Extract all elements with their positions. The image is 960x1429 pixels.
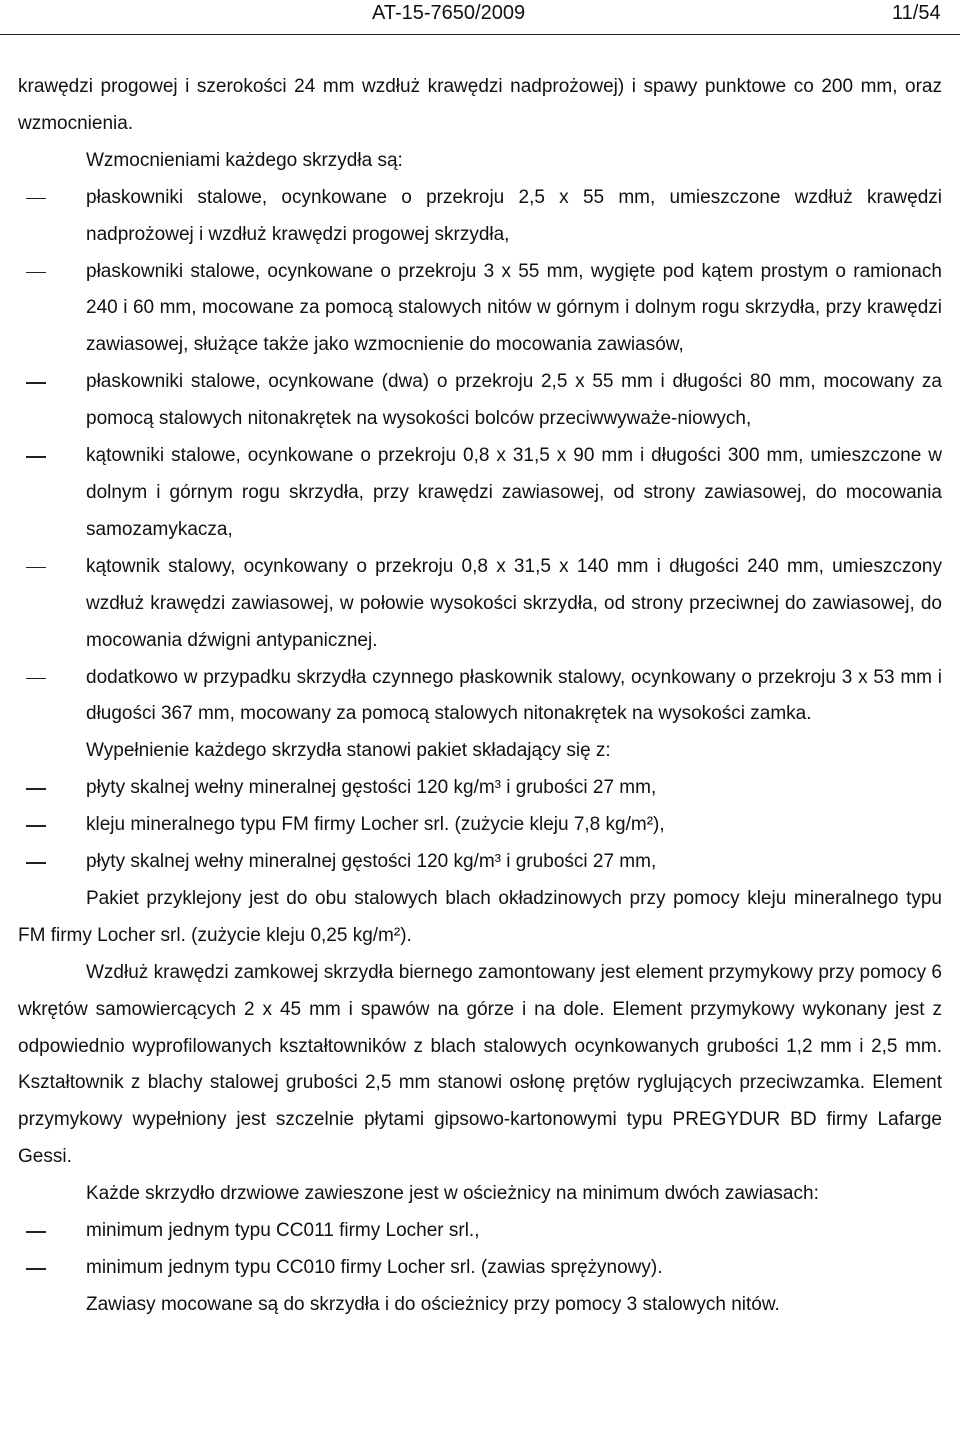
list-item	[18, 180, 942, 254]
dash-bullet-icon	[26, 382, 46, 384]
list-item-text: płaskowniki stalowe, ocynkowane o przekroju 2,5 x 55 mm, umieszczone wzdłuż krawędzi nadprożowej i wzdłuż krawędzi progowej skrzydła,	[86, 186, 942, 245]
list-item	[18, 844, 942, 881]
paragraph-intro: krawędzi progowej i szerokości 24 mm wzdłuż krawędzi nadprożowej) i spawy punktowe co 200 mm, oraz wzmocnienia.	[18, 76, 942, 134]
list-item	[18, 1213, 942, 1250]
list-item-text: płyty skalnej wełny mineralnej gęstości 120 kg/m³ i grubości 27 mm,	[86, 777, 657, 799]
list-item-text: płaskowniki stalowe, ocynkowane o przekroju 3 x 55 mm, wygięte pod kątem prostym o ramionach 240 i 60 mm, mocowane za pomocą stalowych nitów w górnym i dolnym rogu skrzydła, przy krawędzi zawiasowej, służące także jako wzmocnienie do mocowania zawiasów,	[86, 260, 942, 356]
paragraph-mounting: Zawiasy mocowane są do skrzydła i do ościeżnicy przy pomocy 3 stalowych nitów.	[86, 1293, 780, 1315]
list-item	[18, 364, 942, 438]
list-item-text: płyty skalnej wełny mineralnej gęstości 120 kg/m³ i grubości 27 mm,	[86, 851, 657, 873]
list-item	[18, 254, 942, 365]
paragraph-hinges: Każde skrzydło drzwiowe zawieszone jest w ościeżnicy na minimum dwóch zawiasach:	[86, 1183, 819, 1205]
paragraph-lock-edge: Wzdłuż krawędzi zamkowej skrzydła biernego zamontowany jest element przymykowy przy pomocy 6 wkrętów samowiercących 2 x 45 mm i spawów na górze i na dole. Element przymykowy wykonany jest z odpowiednio wyprofilowanych kształtowników z blach stalowych ocynkowanych grubości 1,2 mm i 2,5 mm. Kształtownik z blachy stalowej grubości 2,5 mm stanowi osłonę prętów ryglujących przeciwzamka. Element przymykowy wypełniony jest szczelnie płytami gipsowo-kartonowymi typu PREGYDUR BD firmy Lafarge Gessi.	[18, 961, 942, 1168]
list-item-text: dodatkowo w przypadku skrzydła czynnego płaskownik stalowy, ocynkowany o przekroju 3 x 53 mm i długości 367 mm, mocowany za pomocą stalowych nitonakrętek na wysokości zamka.	[86, 666, 942, 725]
page-number: 11/54	[892, 2, 941, 24]
paragraph-filling: Wypełnienie każdego skrzydła stanowi pakiet składający się z:	[86, 740, 611, 762]
list-item	[18, 438, 942, 549]
dash-bullet-icon	[26, 788, 46, 790]
list-item-text: minimum jednym typu CC011 firmy Locher srl.,	[86, 1220, 480, 1242]
list-item	[18, 1250, 942, 1287]
dash-bullet-icon	[26, 678, 46, 680]
paragraph-reinforcements: Wzmocnieniami każdego skrzydła są:	[86, 149, 403, 171]
dash-bullet-icon	[26, 1231, 46, 1233]
dash-bullet-icon	[26, 198, 46, 200]
page-header	[0, 0, 960, 35]
dash-bullet-icon	[26, 456, 46, 458]
dash-bullet-icon	[26, 825, 46, 827]
dash-bullet-icon	[26, 862, 46, 864]
list-item	[18, 807, 942, 844]
list-item-text: kątowniki stalowe, ocynkowane o przekroju 0,8 x 31,5 x 90 mm i długości 300 mm, umieszczone w dolnym i górnym rogu skrzydła, przy krawędzi zawiasowej, od strony zawiasowej, do mocowania samozamykacza,	[86, 445, 942, 540]
list-item-text: minimum jednym typu CC010 firmy Locher srl. (zawias sprężynowy).	[86, 1257, 663, 1278]
list-item	[18, 549, 942, 660]
document-body	[18, 69, 942, 1324]
list-item	[18, 770, 942, 807]
document-id: AT-15-7650/2009	[372, 2, 526, 24]
paragraph-package: Pakiet przyklejony jest do obu stalowych blach okładzinowych przy pomocy kleju mineralnego typu FM firmy Locher srl. (zużycie kleju 0,25 kg/m²).	[18, 887, 942, 946]
list-item	[18, 660, 942, 734]
dash-bullet-icon	[26, 272, 46, 274]
dash-bullet-icon	[26, 567, 46, 569]
list-item-text: kątownik stalowy, ocynkowany o przekroju 0,8 x 31,5 x 140 mm i długości 240 mm, umieszczony wzdłuż krawędzi zawiasowej, w połowie wysokości skrzydła, od strony przeciwnej do zawiasowej, do mocowania dźwigni antypanicznej.	[86, 555, 942, 651]
dash-bullet-icon	[26, 1268, 46, 1270]
list-item-text: kleju mineralnego typu FM firmy Locher srl. (zużycie kleju 7,8 kg/m²),	[86, 814, 665, 836]
list-item-text: płaskowniki stalowe, ocynkowane (dwa) o przekroju 2,5 x 55 mm i długości 80 mm, mocowany za pomocą stalowych nitonakrętek na wysokości bolców przeciwwyważe-niowych,	[86, 371, 942, 430]
